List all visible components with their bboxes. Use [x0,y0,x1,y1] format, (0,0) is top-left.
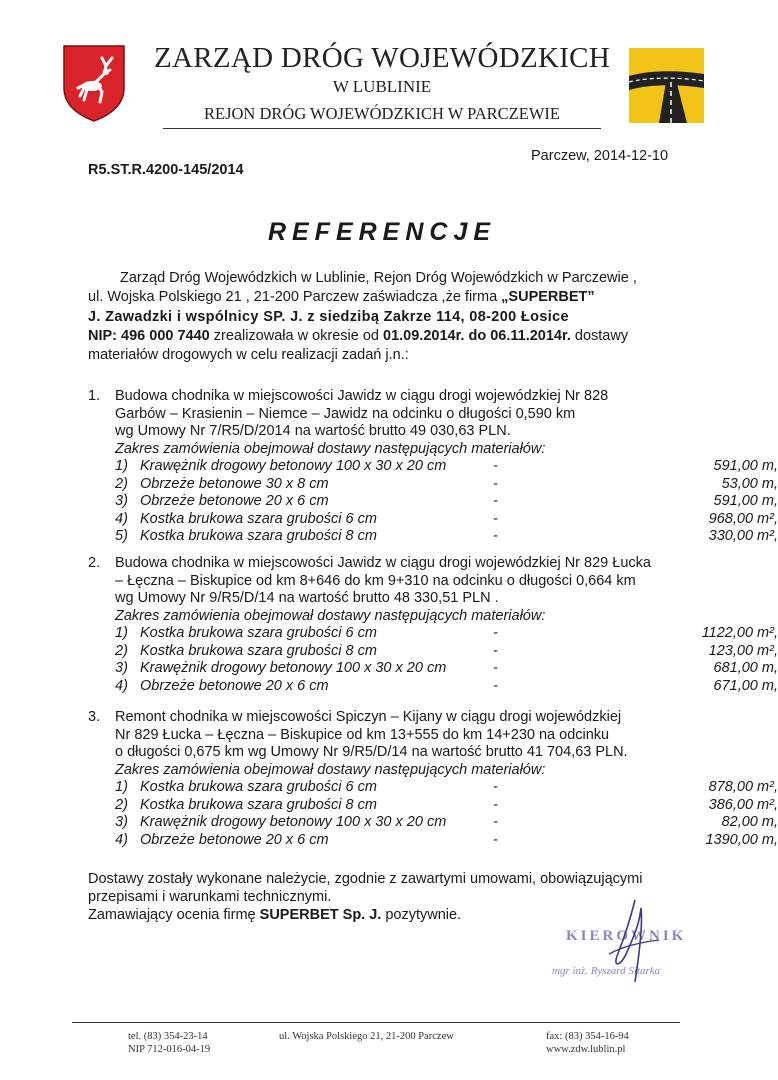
material-quantity: 671,00 m, [713,677,778,694]
list-item-description [115,709,778,849]
intro-line-3: J. Zawadzki i wspólnicy SP. J. z siedzibą Zakrze 114, 08-200 Łosice [88,308,569,325]
scope-label: Zakres zamówienia obejmował dostawy następujących materiałów: [115,761,546,778]
header-region: REJON DRÓG WOJEWÓDZKICH W PARCZEWIE [204,104,560,123]
material-quantity: 123,00 m², [708,642,778,659]
footer-fax-www [546,1030,629,1056]
intro-line-1: Zarząd Dróg Wojewódzkich w Lublinie, Rejon Dróg Wojewódzkich w Parczewie , [120,270,637,286]
material-dash: - [493,510,498,527]
coat-of-arms-icon [62,44,126,122]
footer-fax: fax: (83) 354-16-94 [546,1031,629,1042]
material-quantity: 878,00 m², [708,779,778,795]
material-dash: - [493,458,498,474]
description-line: – Łęczna – Biskupice od km 8+646 do km 9+310 na odcinku o długości 0,664 km [115,572,636,589]
closing-line-1: Dostawy zostały wykonane należycie, zgodnie z zawartymi umowami, obowiązującymi [88,871,643,887]
material-dash: - [493,528,498,544]
material-name: Kostka brukowa szara grubości 8 cm [140,528,377,544]
material-row [115,493,778,511]
document-title: REFERENCJE [267,218,497,246]
material-number: 3) [115,814,128,830]
material-dash: - [493,475,498,492]
company-short-name: SUPERBET Sp. J. [259,907,382,923]
material-dash: - [493,779,498,795]
material-row [115,779,778,797]
material-number: 1) [115,625,128,641]
footer-divider [72,1022,680,1023]
material-row [115,796,778,815]
description-line: Budowa chodnika w miejscowości Jawidz w ciągu drogi wojewódzkiej Nr 829 Łucka [115,555,651,571]
description-line: Remont chodnika w miejscowości Spiczyn – Kijany w ciągu drogi wojewódzkiej [115,709,622,725]
intro-line-4 [88,327,678,346]
material-quantity: 386,00 m², [708,796,778,813]
header-title: ZARZĄD DRÓG WOJEWÓDZKICH [153,42,611,74]
material-quantity: 591,00 m, [713,493,778,509]
footer-tel: tel. (83) 354-23-14 [128,1031,208,1042]
scope-label: Zakres zamówienia obejmował dostawy następujących materiałów: [115,607,546,624]
description-line: o długości 0,675 km wg Umowy Nr 9/R5/D/14 na wartość brutto 41 704,63 PLN. [115,744,628,760]
material-quantity: 53,00 m, [721,475,778,492]
material-name: Krawężnik drogowy betonowy 100 x 30 x 20 cm [140,814,447,830]
list-item-description [115,388,778,546]
materials-list [115,458,778,546]
material-dash: - [493,642,498,659]
material-name: Obrzeże betonowe 20 x 6 cm [140,831,329,848]
footer-contact [128,1030,210,1056]
intro-line-2 [88,288,678,307]
footer-www[interactable]: www.zdw.lublin.pl [546,1044,626,1055]
material-dash: - [493,796,498,813]
material-row [115,475,778,494]
footer-address: ul. Wojska Polskiego 21, 21-200 Parczew [279,1031,454,1042]
material-name: Krawężnik drogowy betonowy 100 x 30 x 20 cm [140,458,447,474]
list-item-number: 2. [88,555,101,571]
material-dash: - [493,814,498,830]
material-dash: - [493,831,498,848]
intro-text: ul. Wojska Polskiego 21 , 21-200 Parczew zaświadcza ,że firma [88,289,502,306]
material-quantity: 591,00 m, [713,458,778,474]
material-number: 4) [115,677,128,694]
list-item-number: 3. [88,709,101,725]
period: 01.09.2014r. do 06.11.2014r. [383,327,571,344]
material-row [115,510,778,529]
material-row [115,458,778,476]
material-name: Kostka brukowa szara grubości 8 cm [140,796,377,813]
material-name: Kostka brukowa szara grubości 6 cm [140,779,377,795]
material-number: 2) [115,475,128,492]
reference-number: R5.ST.R.4200-145/2014 [88,162,244,178]
material-row [115,625,778,643]
material-number: 4) [115,510,128,527]
description-line: Nr 829 Łucka – Łęczna – Biskupice od km 13+555 do km 14+230 na odcinku [115,726,610,743]
materials-list [115,625,778,695]
material-row [115,677,778,696]
place-date: Parczew, 2014-12-10 [531,148,669,164]
material-quantity: 330,00 m², [708,528,778,544]
stamp-name: mgr inż. Ryszard Sitarka [552,965,661,977]
material-number: 3) [115,660,128,676]
material-dash: - [493,677,498,694]
list-item-description [115,555,778,695]
material-name: Obrzeże betonowe 20 x 6 cm [140,493,329,509]
material-name: Kostka brukowa szara grubości 8 cm [140,642,377,659]
material-row [115,528,778,546]
closing-text: pozytywnie. [381,907,462,923]
material-dash: - [493,493,498,509]
material-name: Obrzeże betonowe 20 x 6 cm [140,677,329,694]
material-quantity: 1122,00 m², [701,625,778,641]
material-row [115,660,778,678]
material-row [115,814,778,832]
material-name: Kostka brukowa szara grubości 6 cm [140,510,377,527]
material-number: 1) [115,458,128,474]
stamp-title: KIEROWNIK [566,928,687,944]
description-line: wg Umowy Nr 9/R5/D/14 na wartość brutto 48 330,51 PLN . [115,590,499,606]
description-line: Budowa chodnika w miejscowości Jawidz w ciągu drogi wojewódzkiej Nr 828 [115,388,609,404]
material-row [115,831,778,850]
closing-line-2: przepisami i warunkami technicznymi. [88,889,332,905]
company-name: „SUPERBET” [501,289,595,306]
intro-text: zrealizowała w okresie od [209,327,384,344]
footer-nip: NIP 712-016-04-19 [128,1044,211,1055]
closing-text: Zamawiający ocenia firmę [88,907,260,923]
material-quantity: 82,00 m, [721,814,778,830]
material-number: 4) [115,831,128,848]
material-number: 1) [115,779,128,795]
description-line: Garbów – Krasienin – Niemce – Jawidz na odcinku o długości 0,590 km [115,405,576,422]
intro-text: dostawy [570,327,629,344]
scope-label: Zakres zamówienia obejmował dostawy następujących materiałów: [115,440,546,457]
nip: NIP: 496 000 7440 [88,327,210,344]
material-quantity: 681,00 m, [713,660,778,676]
header-subtitle: W LUBLINIE [332,77,432,96]
material-name: Krawężnik drogowy betonowy 100 x 30 x 20 cm [140,660,447,676]
material-number: 3) [115,493,128,509]
list-item-number: 1. [88,388,101,404]
intro-paragraph [88,269,678,365]
material-quantity: 968,00 m², [708,510,778,527]
header-divider [163,128,601,129]
material-number: 2) [115,642,128,659]
materials-list [115,779,778,849]
material-dash: - [493,660,498,676]
material-name: Kostka brukowa szara grubości 6 cm [140,625,377,641]
intro-line-5: materiałów drogowych w celu realizacji zadań j.n.: [88,347,409,364]
material-number: 2) [115,796,128,813]
signature [595,896,665,986]
material-name: Obrzeże betonowe 30 x 8 cm [140,475,329,492]
material-dash: - [493,625,498,641]
material-quantity: 1390,00 m, [705,831,778,848]
material-number: 5) [115,528,128,544]
material-row [115,642,778,661]
description-line: wg Umowy Nr 7/R5/D/2014 na wartość brutto 49 030,63 PLN. [115,423,511,439]
road-logo-icon [629,48,704,123]
